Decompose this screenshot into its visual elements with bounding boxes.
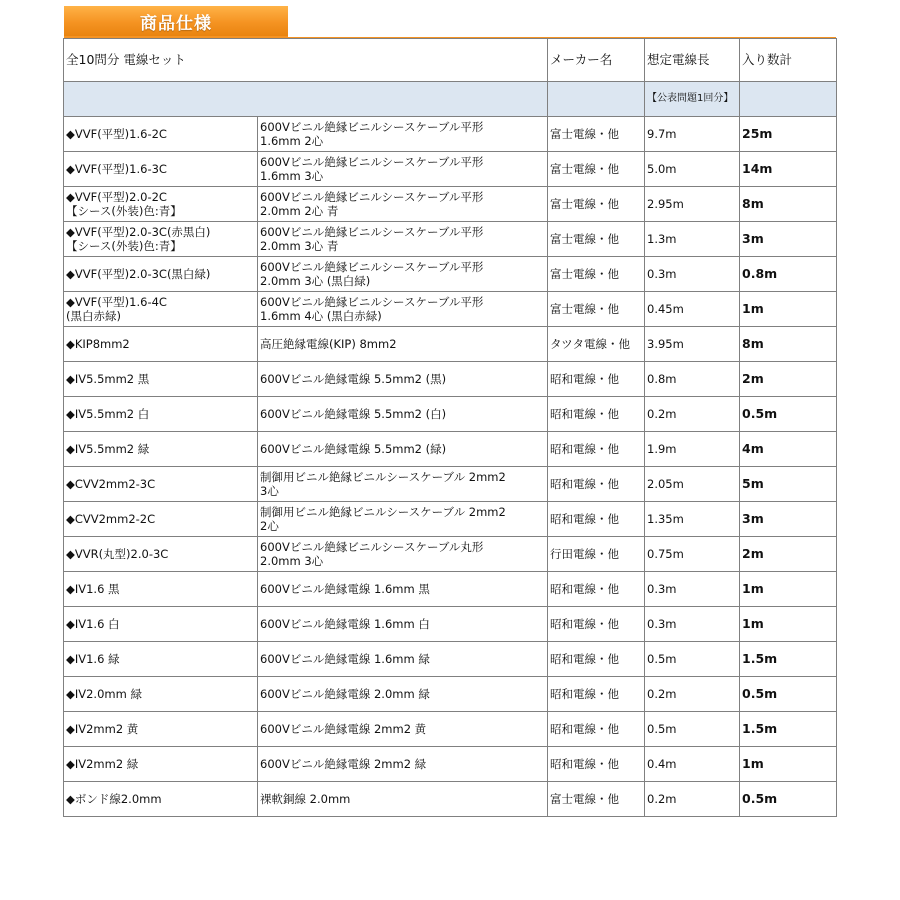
item-spec-line: 2.0mm 3心 <box>260 554 324 568</box>
item-spec <box>258 117 548 152</box>
item-spec-line: 600Vビニル絶縁電線 1.6mm 白 <box>260 617 430 631</box>
item-name <box>64 117 258 152</box>
table-row <box>64 327 837 362</box>
item-length: 0.2m <box>645 397 740 432</box>
table-row <box>64 257 837 292</box>
item-spec <box>258 642 548 677</box>
item-length: 0.2m <box>645 782 740 817</box>
table-row <box>64 467 837 502</box>
table-row <box>64 362 837 397</box>
item-maker: 昭和電線・他 <box>548 572 645 607</box>
table-row <box>64 677 837 712</box>
item-name-line: ◆VVF(平型)2.0-3C(黒白緑) <box>66 267 211 281</box>
item-maker: 富士電線・他 <box>548 152 645 187</box>
item-spec-line: 3心 <box>260 484 279 498</box>
item-length: 5.0m <box>645 152 740 187</box>
item-name-line: ◆VVF(平型)2.0-2C <box>66 190 167 204</box>
item-maker: 昭和電線・他 <box>548 467 645 502</box>
item-maker: 昭和電線・他 <box>548 397 645 432</box>
qty-header: 入り数計 <box>740 39 837 82</box>
table-row <box>64 432 837 467</box>
item-name <box>64 607 258 642</box>
item-spec-line: 600Vビニル絶縁電線 1.6mm 緑 <box>260 652 430 666</box>
set-title: 全10問分 電線セット <box>64 39 548 82</box>
item-spec-line: 1.6mm 2心 <box>260 134 324 148</box>
item-qty: 1.5m <box>740 642 837 677</box>
item-length: 0.3m <box>645 257 740 292</box>
item-name-line: ◆ボンド線2.0mm <box>66 792 162 806</box>
item-name-line: ◆IV2mm2 緑 <box>66 757 139 771</box>
item-qty: 8m <box>740 187 837 222</box>
item-name-line: ◆IV1.6 黒 <box>66 582 120 596</box>
item-name-line: ◆IV5.5mm2 緑 <box>66 442 150 456</box>
item-name <box>64 362 258 397</box>
item-qty: 25m <box>740 117 837 152</box>
item-maker: 富士電線・他 <box>548 257 645 292</box>
item-name <box>64 257 258 292</box>
item-spec-line: 2.0mm 2心 青 <box>260 204 339 218</box>
item-name <box>64 712 258 747</box>
item-spec <box>258 502 548 537</box>
item-qty: 0.8m <box>740 257 837 292</box>
item-length: 0.75m <box>645 537 740 572</box>
item-qty: 2m <box>740 362 837 397</box>
item-name <box>64 467 258 502</box>
item-qty: 1.5m <box>740 712 837 747</box>
table-row <box>64 607 837 642</box>
item-spec <box>258 572 548 607</box>
table-row <box>64 117 837 152</box>
item-spec <box>258 292 548 327</box>
item-spec-line: 600Vビニル絶縁ビニルシースケーブル平形 <box>260 225 484 239</box>
item-spec-line: 1.6mm 3心 <box>260 169 324 183</box>
item-maker: 昭和電線・他 <box>548 642 645 677</box>
item-spec-line: 600Vビニル絶縁電線 5.5mm2 (緑) <box>260 442 447 456</box>
item-spec <box>258 222 548 257</box>
item-name-line: 【シース(外装)色:青】 <box>66 204 182 218</box>
product-spec-table <box>63 38 837 817</box>
item-spec <box>258 782 548 817</box>
item-qty: 1m <box>740 607 837 642</box>
item-name <box>64 747 258 782</box>
item-maker: 昭和電線・他 <box>548 747 645 782</box>
item-name <box>64 187 258 222</box>
item-length: 3.95m <box>645 327 740 362</box>
item-length: 0.2m <box>645 677 740 712</box>
item-maker: 富士電線・他 <box>548 292 645 327</box>
item-name <box>64 782 258 817</box>
item-length: 2.05m <box>645 467 740 502</box>
item-maker: 昭和電線・他 <box>548 677 645 712</box>
item-qty: 0.5m <box>740 782 837 817</box>
item-length: 0.5m <box>645 712 740 747</box>
length-header: 想定電線長 <box>645 39 740 82</box>
item-name <box>64 537 258 572</box>
table-row <box>64 712 837 747</box>
item-spec <box>258 677 548 712</box>
item-maker: 昭和電線・他 <box>548 432 645 467</box>
item-name <box>64 572 258 607</box>
item-maker: 富士電線・他 <box>548 222 645 257</box>
item-name <box>64 432 258 467</box>
table-subheader-row <box>64 82 837 117</box>
item-spec-line: 2.0mm 3心 青 <box>260 239 339 253</box>
item-spec <box>258 607 548 642</box>
item-name-line: ◆CVV2mm2-2C <box>66 512 156 526</box>
item-spec <box>258 397 548 432</box>
item-spec-line: 600Vビニル絶縁電線 2mm2 緑 <box>260 757 427 771</box>
item-name-line: ◆CVV2mm2-3C <box>66 477 156 491</box>
item-qty: 2m <box>740 537 837 572</box>
item-length: 2.95m <box>645 187 740 222</box>
item-spec <box>258 152 548 187</box>
item-spec-line: 600Vビニル絶縁ビニルシースケーブル平形 <box>260 190 484 204</box>
item-name-line: ◆IV2mm2 黄 <box>66 722 139 736</box>
item-spec-line: 制御用ビニル絶縁ビニルシースケーブル 2mm2 <box>260 470 506 484</box>
item-maker: 富士電線・他 <box>548 117 645 152</box>
table-row <box>64 502 837 537</box>
item-maker: 行田電線・他 <box>548 537 645 572</box>
item-spec <box>258 362 548 397</box>
table-row <box>64 222 837 257</box>
item-maker: 富士電線・他 <box>548 782 645 817</box>
item-length: 9.7m <box>645 117 740 152</box>
maker-header: メーカー名 <box>548 39 645 82</box>
item-name-line: ◆VVF(平型)1.6-2C <box>66 127 167 141</box>
item-spec-line: 2心 <box>260 519 279 533</box>
table-row <box>64 537 837 572</box>
item-spec-line: 600Vビニル絶縁電線 2.0mm 緑 <box>260 687 430 701</box>
item-spec-line: 制御用ビニル絶縁ビニルシースケーブル 2mm2 <box>260 505 506 519</box>
table-row <box>64 152 837 187</box>
item-spec-line: 1.6mm 4心 (黒白赤緑) <box>260 309 382 323</box>
item-name <box>64 642 258 677</box>
item-qty: 8m <box>740 327 837 362</box>
item-length: 0.5m <box>645 642 740 677</box>
table-header-row <box>64 39 837 82</box>
table-row <box>64 572 837 607</box>
item-length: 0.4m <box>645 747 740 782</box>
item-spec <box>258 747 548 782</box>
item-qty: 14m <box>740 152 837 187</box>
item-length: 0.8m <box>645 362 740 397</box>
item-name-line: ◆IV2.0mm 緑 <box>66 687 142 701</box>
item-name-line: ◆KIP8mm2 <box>66 337 130 351</box>
item-qty: 1m <box>740 292 837 327</box>
item-spec <box>258 712 548 747</box>
item-name <box>64 677 258 712</box>
item-qty: 1m <box>740 747 837 782</box>
item-qty: 5m <box>740 467 837 502</box>
item-spec-line: 600Vビニル絶縁ビニルシースケーブル平形 <box>260 295 484 309</box>
item-length: 1.35m <box>645 502 740 537</box>
item-maker: 富士電線・他 <box>548 187 645 222</box>
item-spec <box>258 537 548 572</box>
item-spec-line: 600Vビニル絶縁電線 5.5mm2 (黒) <box>260 372 447 386</box>
item-spec <box>258 327 548 362</box>
item-qty: 0.5m <box>740 397 837 432</box>
table-row <box>64 292 837 327</box>
table-row <box>64 187 837 222</box>
item-name <box>64 502 258 537</box>
item-name <box>64 152 258 187</box>
item-spec-line: 600Vビニル絶縁電線 5.5mm2 (白) <box>260 407 447 421</box>
item-spec-line: 600Vビニル絶縁ビニルシースケーブル丸形 <box>260 540 484 554</box>
item-name-line: ◆IV1.6 緑 <box>66 652 120 666</box>
item-name <box>64 292 258 327</box>
item-name-line: ◆IV5.5mm2 黒 <box>66 372 150 386</box>
item-maker: 昭和電線・他 <box>548 712 645 747</box>
item-spec-line: 600Vビニル絶縁ビニルシースケーブル平形 <box>260 155 484 169</box>
item-name-line: ◆VVF(平型)1.6-4C <box>66 295 167 309</box>
item-qty: 0.5m <box>740 677 837 712</box>
item-spec <box>258 467 548 502</box>
subheader-note: 【公表問題1回分】 <box>645 82 740 117</box>
item-name <box>64 397 258 432</box>
item-maker: 昭和電線・他 <box>548 607 645 642</box>
subheader-blank <box>64 82 548 117</box>
item-name-line: ◆VVR(丸型)2.0-3C <box>66 547 169 561</box>
item-name-line: 【シース(外装)色:青】 <box>66 239 182 253</box>
item-name <box>64 327 258 362</box>
item-spec-line: 600Vビニル絶縁ビニルシースケーブル平形 <box>260 120 484 134</box>
item-spec-line: 高圧絶縁電線(KIP) 8mm2 <box>260 337 397 351</box>
item-maker: 昭和電線・他 <box>548 502 645 537</box>
item-qty: 4m <box>740 432 837 467</box>
item-qty: 3m <box>740 222 837 257</box>
item-qty: 3m <box>740 502 837 537</box>
item-maker: タツタ電線・他 <box>548 327 645 362</box>
item-qty: 1m <box>740 572 837 607</box>
item-spec <box>258 187 548 222</box>
item-length: 0.3m <box>645 607 740 642</box>
item-length: 1.3m <box>645 222 740 257</box>
item-length: 0.45m <box>645 292 740 327</box>
table-row <box>64 747 837 782</box>
item-name <box>64 222 258 257</box>
item-maker: 昭和電線・他 <box>548 362 645 397</box>
table-row <box>64 782 837 817</box>
item-name-line: ◆IV1.6 白 <box>66 617 120 631</box>
item-spec <box>258 432 548 467</box>
item-spec <box>258 257 548 292</box>
subheader-blank <box>548 82 645 117</box>
table-row <box>64 397 837 432</box>
item-length: 0.3m <box>645 572 740 607</box>
section-tab <box>64 6 290 40</box>
item-spec-line: 裸軟銅線 2.0mm <box>260 792 351 806</box>
item-length: 1.9m <box>645 432 740 467</box>
item-name-line: (黒白赤緑) <box>66 309 121 323</box>
item-name-line: ◆IV5.5mm2 白 <box>66 407 150 421</box>
item-spec-line: 600Vビニル絶縁電線 2mm2 黄 <box>260 722 427 736</box>
item-spec-line: 600Vビニル絶縁電線 1.6mm 黒 <box>260 582 430 596</box>
item-name-line: ◆VVF(平型)1.6-3C <box>66 162 167 176</box>
section-title: 商品仕様 <box>64 6 288 39</box>
item-spec-line: 2.0mm 3心 (黒白緑) <box>260 274 371 288</box>
item-name-line: ◆VVF(平型)2.0-3C(赤黒白) <box>66 225 211 239</box>
subheader-blank <box>740 82 837 117</box>
item-spec-line: 600Vビニル絶縁ビニルシースケーブル平形 <box>260 260 484 274</box>
table-row <box>64 642 837 677</box>
